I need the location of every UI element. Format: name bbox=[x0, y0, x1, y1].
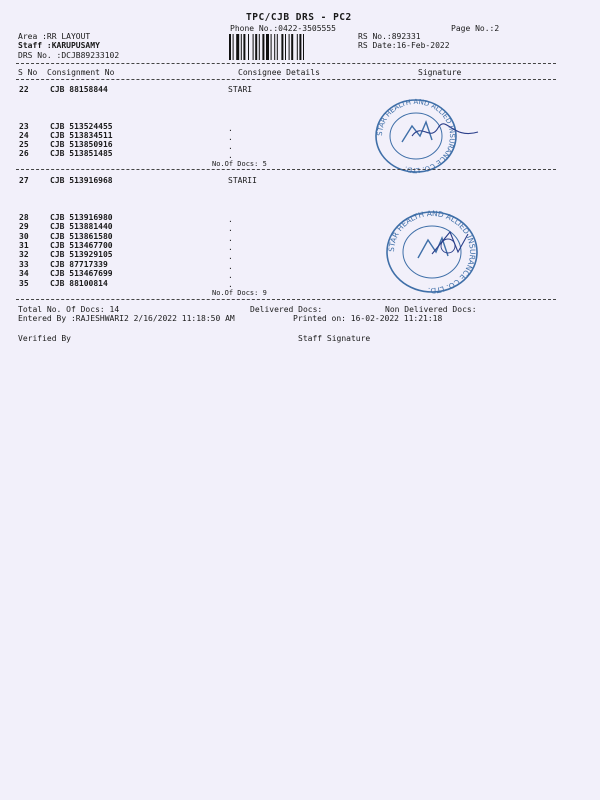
row-consignment-no: CJB 513881440 bbox=[50, 222, 113, 231]
divider bbox=[16, 63, 556, 64]
dot-marker: . bbox=[228, 262, 233, 271]
row-sno: 24 bbox=[19, 131, 29, 140]
dot-marker: . bbox=[228, 215, 233, 224]
barcode-image bbox=[228, 34, 348, 60]
row-consignment-no: CJB 513834511 bbox=[50, 131, 113, 140]
column-header-sno: S No bbox=[18, 68, 38, 77]
entered-by: Entered By :RAJESHWARI2 2/16/2022 11:18:50 AM bbox=[18, 314, 235, 323]
column-header-signature: Signature bbox=[418, 68, 462, 77]
dot-marker: . bbox=[228, 224, 233, 233]
document-title: TPC/CJB DRS - PC2 bbox=[246, 12, 352, 23]
docs-count: No.Of Docs: 5 bbox=[212, 160, 267, 168]
stamp-ring-text: STAR HEALTH AND ALLIED INSURANCE CO. LTD. bbox=[386, 208, 478, 294]
docs-count: No.Of Docs: 9 bbox=[212, 289, 267, 297]
non-delivered-docs: Non Delivered Docs: bbox=[385, 305, 477, 314]
column-header-consignee: Consignee Details bbox=[238, 68, 320, 77]
rs-date: RS Date:16-Feb-2022 bbox=[358, 41, 450, 50]
divider bbox=[16, 79, 556, 80]
area-label: Area :RR LAYOUT bbox=[18, 32, 91, 41]
divider bbox=[16, 299, 556, 300]
row-consignment-no: CJB 88100814 bbox=[50, 279, 108, 288]
staff-label: Staff :KARUPUSAMY bbox=[18, 41, 100, 50]
row-consignment-no: CJB 513916980 bbox=[50, 213, 113, 222]
row-sno: 22 bbox=[19, 85, 29, 94]
consignee-name: STARII bbox=[228, 176, 257, 185]
consignee-name: STARI bbox=[228, 85, 253, 94]
row-consignment-no: CJB 87717339 bbox=[50, 260, 108, 269]
row-sno: 29 bbox=[19, 222, 29, 231]
row-sno: 25 bbox=[19, 140, 29, 149]
row-sno: 34 bbox=[19, 269, 29, 278]
row-consignment-no: CJB 513524455 bbox=[50, 122, 113, 131]
row-sno: 31 bbox=[19, 241, 29, 250]
verified-by: Verified By bbox=[18, 334, 71, 343]
dot-marker: . bbox=[228, 252, 233, 261]
row-consignment-no: CJB 88158844 bbox=[50, 85, 108, 94]
row-consignment-no: CJB 513861580 bbox=[50, 232, 113, 241]
printed-on: Printed on: 16-02-2022 11:21:18 bbox=[293, 314, 443, 323]
row-consignment-no: CJB 513467699 bbox=[50, 269, 113, 278]
row-consignment-no: CJB 513851485 bbox=[50, 149, 113, 158]
row-sno: 27 bbox=[19, 176, 29, 185]
dot-marker: . bbox=[228, 243, 233, 252]
delivered-docs: Delivered Docs: bbox=[250, 305, 323, 314]
row-sno: 30 bbox=[19, 232, 29, 241]
row-sno: 35 bbox=[19, 279, 29, 288]
total-docs: Total No. Of Docs: 14 bbox=[18, 305, 120, 314]
column-header-consignment: Consignment No bbox=[47, 68, 115, 77]
dot-marker: . bbox=[228, 124, 233, 133]
row-sno: 28 bbox=[19, 213, 29, 222]
page-number: Page No.:2 bbox=[451, 24, 500, 33]
row-consignment-no: CJB 513850916 bbox=[50, 140, 113, 149]
phone-number: Phone No.:0422-3505555 bbox=[230, 24, 336, 33]
row-sno: 23 bbox=[19, 122, 29, 131]
dot-marker: . bbox=[228, 133, 233, 142]
dot-marker: . bbox=[228, 271, 233, 280]
stamp-ring-text: STAR HEALTH AND ALLIED INSURANCE CO. LTD. bbox=[375, 97, 457, 174]
row-consignment-no: CJB 513467700 bbox=[50, 241, 113, 250]
rs-number: RS No.:892331 bbox=[358, 32, 421, 41]
divider bbox=[16, 169, 556, 170]
signature-mark bbox=[410, 118, 480, 144]
row-sno: 33 bbox=[19, 260, 29, 269]
dot-marker: . bbox=[228, 151, 233, 160]
drs-number: DRS No. :DCJB89233102 bbox=[18, 51, 120, 60]
dot-marker: . bbox=[228, 280, 233, 289]
dot-marker: . bbox=[228, 234, 233, 243]
signature-mark bbox=[428, 226, 472, 260]
row-consignment-no: CJB 513916968 bbox=[50, 176, 113, 185]
dot-marker: . bbox=[228, 142, 233, 151]
row-consignment-no: CJB 513929105 bbox=[50, 250, 113, 259]
row-sno: 26 bbox=[19, 149, 29, 158]
staff-signature: Staff Signature bbox=[298, 334, 371, 343]
row-sno: 32 bbox=[19, 250, 29, 259]
